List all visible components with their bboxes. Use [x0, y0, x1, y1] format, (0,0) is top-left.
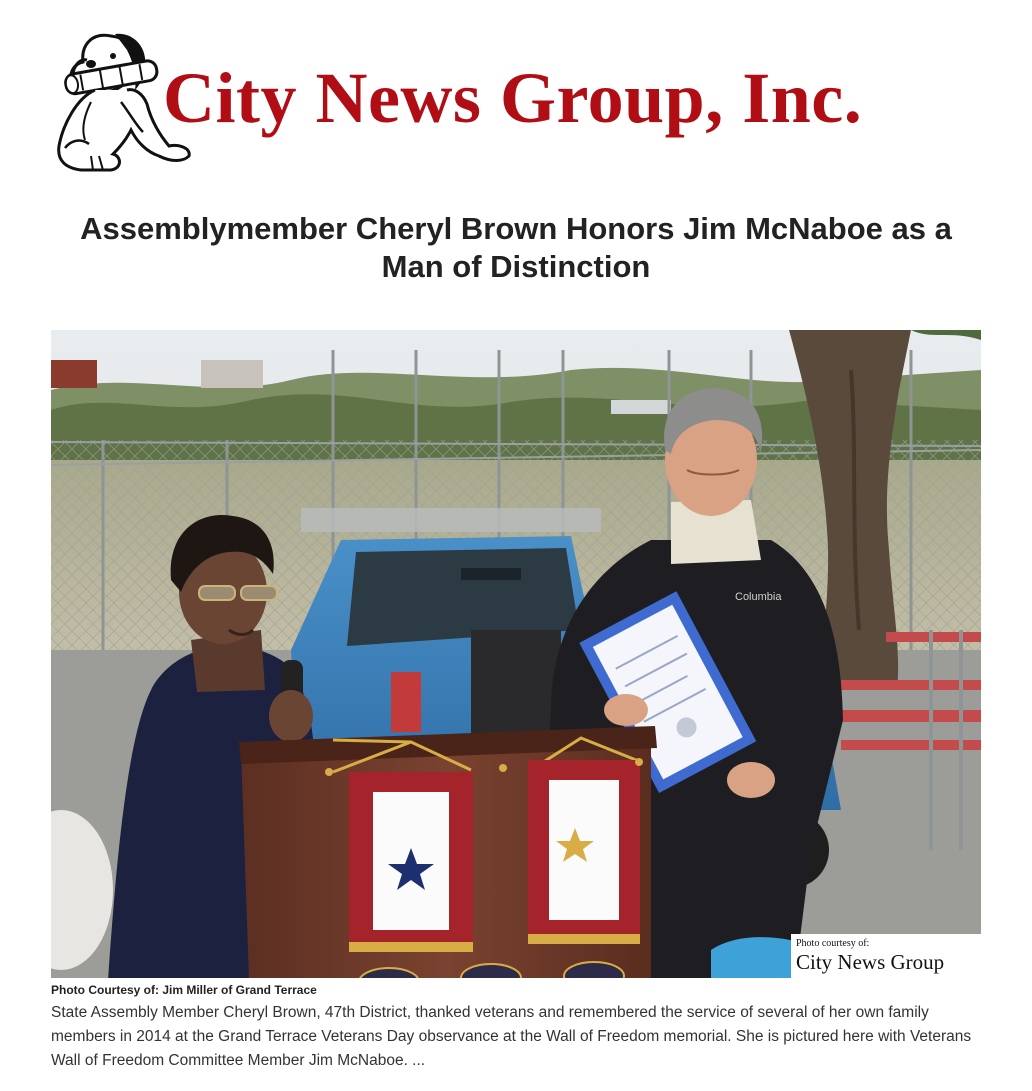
watermark-brand: City News Group [796, 950, 945, 974]
svg-text:Columbia: Columbia [735, 591, 782, 603]
photo-credit: Photo Courtesy of: Jim Miller of Grand Terrace [51, 983, 317, 997]
article-body: State Assembly Member Cheryl Brown, 47th District, thanked veterans and remembered the service of several of her own family members in 2014 at the Grand Terrace Veterans Day observance at the Wall of Freedom memorial. She is pictured here with Veterans Wall of Freedom Committee Member Jim McNaboe. ... [51, 1004, 972, 1069]
photo-watermark [796, 938, 978, 974]
article-headline: Assemblymember Cheryl Brown Honors Jim McNaboe as a Man of Distinction [80, 211, 952, 284]
masthead [51, 28, 981, 178]
photo-scene [51, 330, 981, 978]
article-photo [51, 330, 981, 978]
brand-name[interactable]: City News Group, Inc. [163, 58, 863, 138]
watermark-caption: Photo courtesy of: [796, 938, 870, 949]
